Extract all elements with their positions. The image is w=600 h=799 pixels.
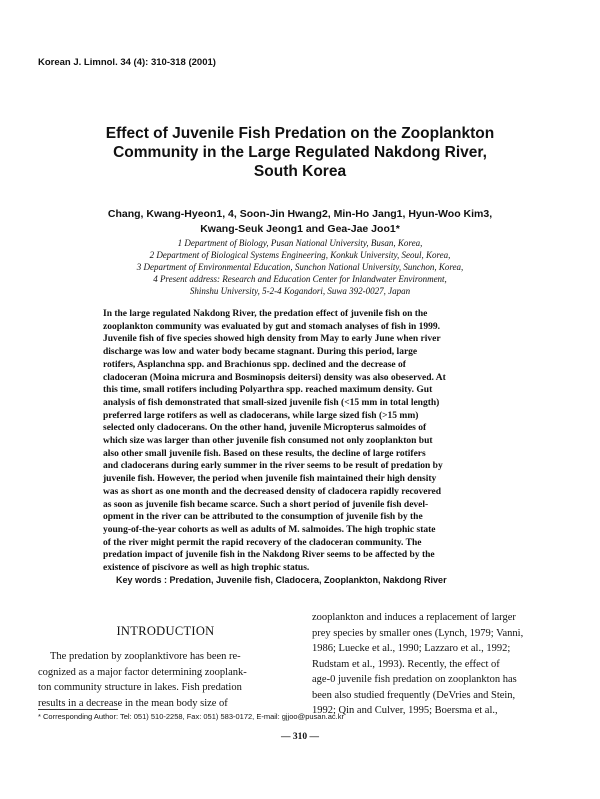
abstract-line: existence of piscivore as well as high trophic status. xyxy=(103,563,310,574)
abstract-line: Juvenile fish of five species showed high density from May to early June when river xyxy=(103,334,441,345)
abstract-line: preferred large rotifers as well as cladocerans, while large sized fish (>15 mm) xyxy=(103,410,419,421)
author-line: Kwang-Seuk Jeong1 and Gea-Jae Joo1* xyxy=(200,223,400,235)
body-line: results in a decrease in the mean body size of xyxy=(38,697,228,709)
affiliation-line: 1 Department of Biology, Pusan National University, Busan, Korea, xyxy=(177,238,423,248)
journal-citation: Korean J. Limnol. 34 (4): 310-318 (2001) xyxy=(38,57,216,68)
intro-right-column xyxy=(312,610,566,719)
title-line: Community in the Large Regulated Nakdong River, xyxy=(113,144,487,161)
body-line: 1986; Luecke et al., 1990; Lazzaro et al., 1992; xyxy=(312,643,511,654)
abstract-line: rotifers, Asplanchna spp. and Brachionus spp. declined and the decrease of xyxy=(103,359,406,370)
title-line: Effect of Juvenile Fish Predation on the Zooplankton xyxy=(105,125,495,142)
abstract-line: selected only cladocerans. On the other hand, juvenile Micropterus salmoides of xyxy=(103,423,427,434)
author-line: Chang, Kwang-Hyeon1, 4, Soon-Jin Hwang2, Min-Ho Jang1, Hyun-Woo Kim3, xyxy=(107,208,493,220)
body-line: 1992; Qin and Culver, 1995; Boersma et al., xyxy=(312,705,498,716)
abstract-line: zooplankton community was evaluated by gut and stomach analyses of fish in 1999. xyxy=(103,321,441,332)
body-line: cognized as a major factor determining zooplank- xyxy=(38,666,247,678)
abstract-line: also other small juvenile fish. Based on these results, the decline of large rotifers xyxy=(103,448,426,459)
body-line: Rudstam et al., 1993). Recently, the effect of xyxy=(312,658,500,670)
footnote-divider xyxy=(38,709,118,710)
abstract-line: which size was larger than other juvenile fish consumed not only zooplankton but xyxy=(103,436,433,447)
paper-title xyxy=(60,124,540,181)
page-number: — 310 — xyxy=(281,732,319,742)
abstract-line: was as short as one month and the decreased density of cladocera rapidly recovered xyxy=(103,486,442,497)
abstract-line: predation impact of juvenile fish in the Nakdong River seems to be affected by the xyxy=(103,550,435,561)
affiliation-line: 2 Department of Biological Systems Engineering, Konkuk University, Seoul, Korea, xyxy=(149,250,451,260)
abstract-line: and cladocerans during early summer in the river seems to be result of predation by xyxy=(103,461,443,472)
affiliations xyxy=(60,237,540,297)
body-line: ton community structure in lakes. Fish predation xyxy=(38,682,242,693)
abstract-line: analysis of fish demonstrated that small-sized juvenile fish (<15 mm in total length) xyxy=(103,397,440,408)
corresponding-author-footnote: * Corresponding Author: Tel: 051) 510-2258, Fax: 051) 583-0172, E-mail: gjjoo@pusan.ac.kr xyxy=(38,712,344,721)
abstract-line: this time, small rotifers including Polyarthra spp. reached maximum density. Gut xyxy=(103,385,433,396)
body-line: age-0 juvenile fish predation on zooplankton has xyxy=(312,674,517,685)
keywords: Key words : Predation, Juvenile fish, Cladocera, Zooplankton, Nakdong River xyxy=(116,575,447,585)
abstract-line: cladoceran (Moina micrura and Bosminopsis deitersi) density was also obeserved. At xyxy=(103,372,446,383)
author-list xyxy=(60,207,540,237)
abstract-line: juvenile fish. However, the period when juvenile fish maintained their high density xyxy=(103,474,437,485)
body-line: zooplankton and induces a replacement of larger xyxy=(312,612,516,623)
abstract xyxy=(103,308,517,575)
affiliation-line: 4 Present address: Research and Education Center for Inlandwater Environment, xyxy=(153,274,447,284)
body-line: prey species by smaller ones (Lynch, 1979; Vanni, xyxy=(312,627,524,639)
affiliation-line: Shinshu University, 5-2-4 Kogandori, Suwa 392-0027, Japan xyxy=(189,286,411,296)
abstract-line: young-of-the-year cohorts as well as adults of M. salmoides. The high trophic state xyxy=(103,524,436,535)
abstract-line: discharge was low and water body became stagnant. During this period, large xyxy=(103,347,418,358)
abstract-line: In the large regulated Nakdong River, the predation effect of juvenile fish on the xyxy=(103,309,428,319)
abstract-line: opment in the river can be attributed to the consumption of juvenile fish by the xyxy=(103,512,423,523)
intro-left-column xyxy=(38,649,292,711)
abstract-line: as soon as juvenile fish became scarce. Such a short period of juvenile fish devel- xyxy=(103,499,429,510)
title-line: South Korea xyxy=(253,163,347,180)
body-line: The predation by zooplanktivore has been re- xyxy=(50,651,241,662)
affiliation-line: 3 Department of Environmental Education, Sunchon National University, Sunchon, Korea, xyxy=(136,262,464,272)
section-heading-introduction: INTRODUCTION xyxy=(116,624,215,638)
body-line: been also studied frequently (DeVries and Stein, xyxy=(312,689,516,701)
abstract-line: of the river might permit the rapid recovery of the cladoceran community. The xyxy=(103,537,422,548)
